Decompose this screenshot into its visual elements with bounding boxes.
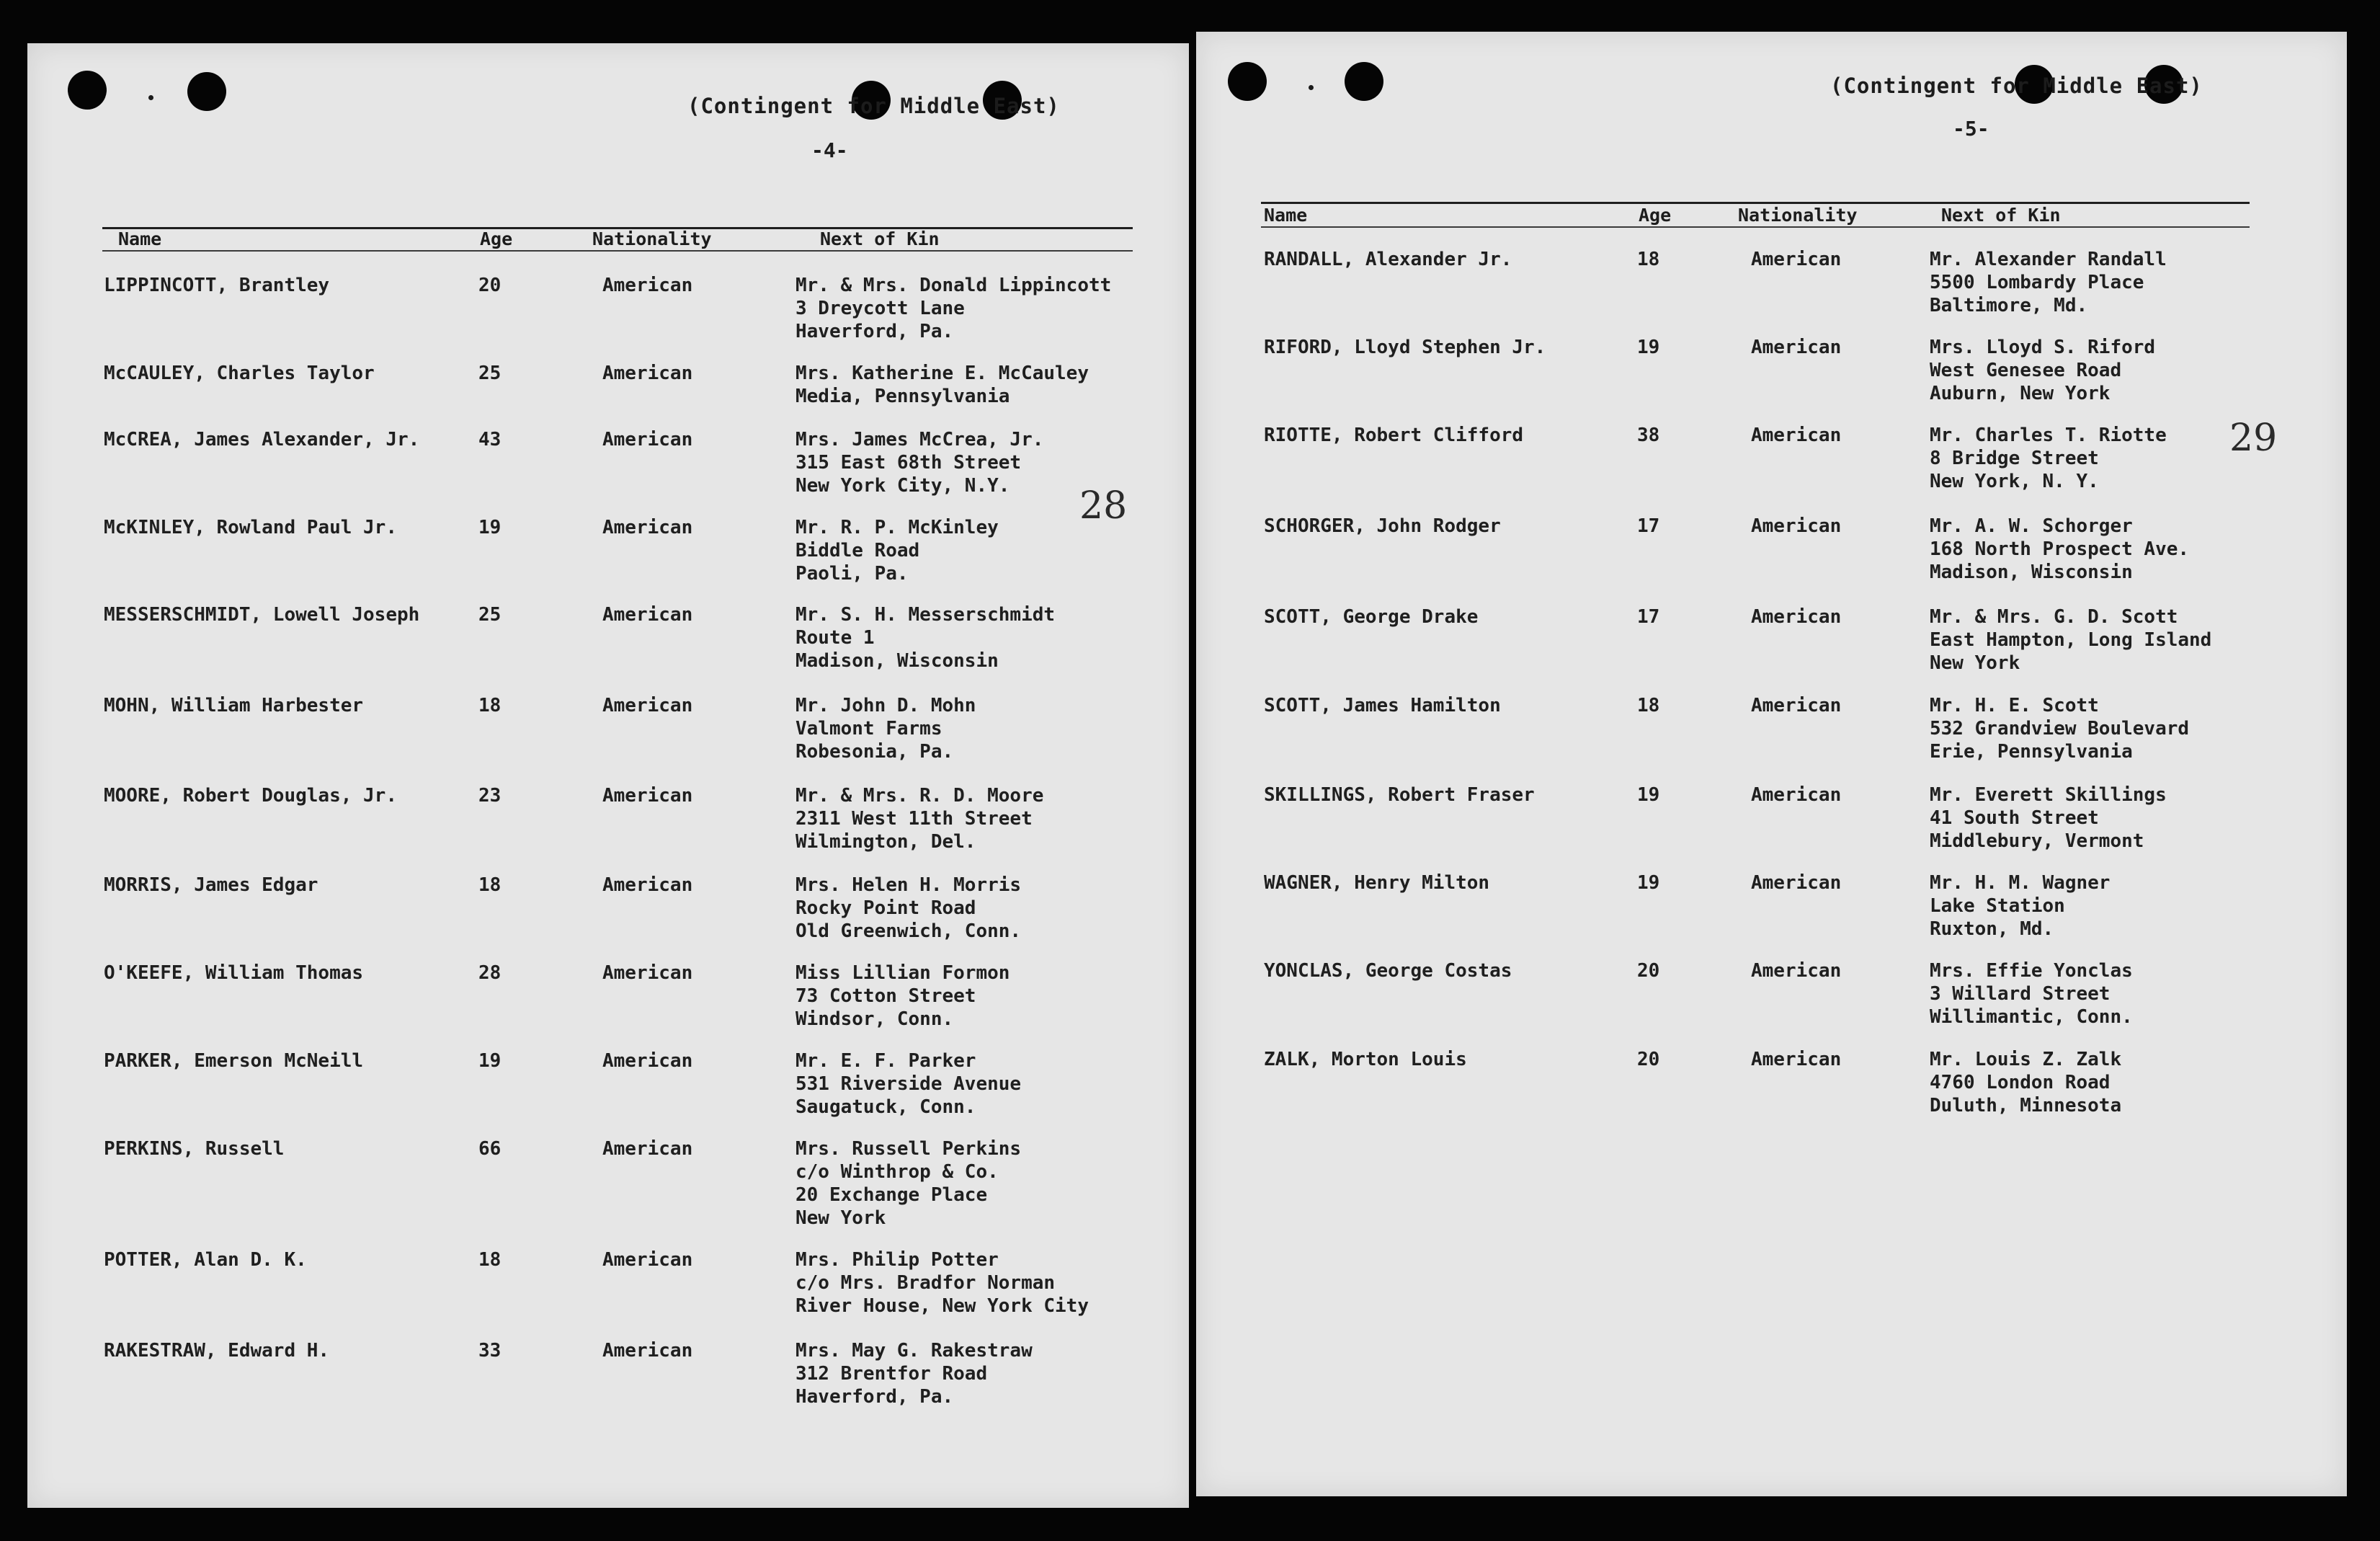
person-nationality: American (602, 517, 693, 538)
person-age: 18 (478, 1249, 502, 1271)
next-of-kin-line: Haverford, Pa. (795, 321, 954, 342)
page-number: -4- (811, 138, 848, 162)
person-name: ZALK, Morton Louis (1264, 1049, 1467, 1070)
person-nationality: American (602, 1340, 693, 1362)
column-header-name: Name (1264, 205, 1308, 226)
person-name: SCHORGER, John Rodger (1264, 515, 1501, 537)
paper-speck (1309, 85, 1314, 90)
next-of-kin-line: Mr. H. E. Scott (1930, 695, 2099, 716)
person-age: 23 (478, 785, 502, 807)
column-header-nationality: Nationality (592, 228, 712, 249)
column-header-nationality: Nationality (1738, 205, 1858, 226)
next-of-kin-line: East Hampton, Long Island (1930, 629, 2212, 651)
next-of-kin-line: New York (795, 1207, 886, 1229)
punch-hole (1228, 62, 1267, 101)
person-name: POTTER, Alan D. K. (104, 1249, 307, 1271)
next-of-kin-line: Ruxton, Md. (1930, 918, 2054, 940)
next-of-kin-line: Mrs. James McCrea, Jr. (795, 429, 1044, 450)
person-name: RANDALL, Alexander Jr. (1264, 249, 1512, 270)
header-rule-top (1261, 202, 2250, 204)
next-of-kin-line: Mr. Everett Skillings (1930, 784, 2167, 806)
next-of-kin-line: Mr. S. H. Messerschmidt (795, 604, 1056, 626)
next-of-kin-line: Mrs. Russell Perkins (795, 1138, 1022, 1160)
next-of-kin-line: Old Greenwich, Conn. (795, 920, 1022, 942)
person-nationality: American (602, 275, 693, 296)
person-name: YONCLAS, George Costas (1264, 960, 1512, 982)
next-of-kin-line: Erie, Pennsylvania (1930, 741, 2133, 763)
next-of-kin-line: New York, N. Y. (1930, 471, 2099, 492)
person-nationality: American (1751, 515, 1842, 537)
person-nationality: American (1751, 606, 1842, 628)
next-of-kin-line: River House, New York City (795, 1295, 1089, 1317)
next-of-kin-line: Mrs. Lloyd S. Riford (1930, 337, 2156, 358)
person-age: 19 (1637, 872, 1660, 894)
next-of-kin-line: Mrs. Helen H. Morris (795, 874, 1022, 896)
person-name: WAGNER, Henry Milton (1264, 872, 1490, 894)
person-age: 33 (478, 1340, 502, 1362)
next-of-kin-line: Media, Pennsylvania (795, 386, 1010, 407)
document-page-right (1196, 32, 2347, 1496)
person-nationality: American (602, 1249, 693, 1271)
next-of-kin-line: c/o Winthrop & Co. (795, 1161, 999, 1183)
person-name: SCOTT, James Hamilton (1264, 695, 1501, 716)
next-of-kin-line: c/o Mrs. Bradfor Norman (795, 1272, 1056, 1294)
next-of-kin-line: 5500 Lombardy Place (1930, 272, 2144, 293)
next-of-kin-line: Mrs. Effie Yonclas (1930, 960, 2133, 982)
next-of-kin-line: Rocky Point Road (795, 897, 976, 919)
handwritten-page-note: 29 (2229, 417, 2278, 460)
person-age: 18 (1637, 249, 1660, 270)
person-age: 25 (478, 604, 502, 626)
person-nationality: American (1751, 784, 1842, 806)
next-of-kin-line: Valmont Farms (795, 718, 942, 740)
next-of-kin-line: 168 North Prospect Ave. (1930, 538, 2190, 560)
person-nationality: American (602, 363, 693, 384)
person-nationality: American (602, 1050, 693, 1072)
person-name: McCAULEY, Charles Taylor (104, 363, 375, 384)
person-nationality: American (602, 695, 693, 716)
next-of-kin-line: 312 Brentfor Road (795, 1363, 988, 1385)
person-name: MOHN, William Harbester (104, 695, 364, 716)
next-of-kin-line: Mr. Louis Z. Zalk (1930, 1049, 2122, 1070)
next-of-kin-line: Mrs. Philip Potter (795, 1249, 999, 1271)
next-of-kin-line: Mrs. Katherine E. McCauley (795, 363, 1089, 384)
next-of-kin-line: 2311 West 11th Street (795, 808, 1033, 830)
person-nationality: American (1751, 337, 1842, 358)
person-nationality: American (1751, 695, 1842, 716)
person-age: 19 (1637, 784, 1660, 806)
next-of-kin-line: Auburn, New York (1930, 383, 2111, 404)
column-header-next-of-kin: Next of Kin (1941, 205, 2061, 226)
person-age: 19 (478, 517, 502, 538)
person-age: 19 (478, 1050, 502, 1072)
page-number: -5- (1953, 117, 1989, 141)
person-nationality: American (1751, 425, 1842, 446)
header-rule-bottom (1261, 226, 2250, 228)
handwritten-page-note: 28 (1079, 484, 1128, 528)
person-name: LIPPINCOTT, Brantley (104, 275, 330, 296)
page-heading: (Contingent for Middle East) (1830, 74, 2203, 98)
person-name: MESSERSCHMIDT, Lowell Joseph (104, 604, 420, 626)
person-name: MOORE, Robert Douglas, Jr. (104, 785, 397, 807)
person-age: 18 (1637, 695, 1660, 716)
next-of-kin-line: Mrs. May G. Rakestraw (795, 1340, 1033, 1362)
person-age: 66 (478, 1138, 502, 1160)
person-age: 19 (1637, 337, 1660, 358)
next-of-kin-line: Mr. & Mrs. Donald Lippincott (795, 275, 1112, 296)
next-of-kin-line: Mr. & Mrs. R. D. Moore (795, 785, 1044, 807)
document-page-left (27, 43, 1189, 1508)
next-of-kin-line: Willimantic, Conn. (1930, 1006, 2133, 1028)
person-age: 38 (1637, 425, 1660, 446)
next-of-kin-line: New York (1930, 652, 2020, 674)
next-of-kin-line: Robesonia, Pa. (795, 741, 954, 763)
person-nationality: American (602, 429, 693, 450)
next-of-kin-line: Duluth, Minnesota (1930, 1095, 2122, 1116)
next-of-kin-line: Haverford, Pa. (795, 1386, 954, 1408)
punch-hole (1345, 62, 1383, 101)
next-of-kin-line: New York City, N.Y. (795, 475, 1010, 497)
next-of-kin-line: Lake Station (1930, 895, 2065, 917)
next-of-kin-line: Mr. R. P. McKinley (795, 517, 999, 538)
person-name: MORRIS, James Edgar (104, 874, 318, 896)
next-of-kin-line: Route 1 (795, 627, 875, 649)
person-nationality: American (602, 874, 693, 896)
person-age: 18 (478, 695, 502, 716)
next-of-kin-line: Mr. Alexander Randall (1930, 249, 2167, 270)
next-of-kin-line: Madison, Wisconsin (795, 650, 999, 672)
person-nationality: American (602, 604, 693, 626)
punch-hole (68, 71, 107, 110)
next-of-kin-line: 20 Exchange Place (795, 1184, 988, 1206)
person-nationality: American (602, 785, 693, 807)
paper-speck (148, 95, 153, 100)
next-of-kin-line: Middlebury, Vermont (1930, 830, 2144, 852)
person-age: 18 (478, 874, 502, 896)
person-age: 17 (1637, 515, 1660, 537)
person-nationality: American (1751, 960, 1842, 982)
next-of-kin-line: 315 East 68th Street (795, 452, 1022, 474)
person-nationality: American (602, 1138, 693, 1160)
person-name: RAKESTRAW, Edward H. (104, 1340, 330, 1362)
next-of-kin-line: Paoli, Pa. (795, 563, 909, 585)
person-age: 28 (478, 962, 502, 984)
next-of-kin-line: Mr. E. F. Parker (795, 1050, 976, 1072)
person-age: 17 (1637, 606, 1660, 628)
person-name: SKILLINGS, Robert Fraser (1264, 784, 1535, 806)
next-of-kin-line: 532 Grandview Boulevard (1930, 718, 2190, 740)
next-of-kin-line: Madison, Wisconsin (1930, 561, 2133, 583)
next-of-kin-line: Biddle Road (795, 540, 920, 561)
next-of-kin-line: Baltimore, Md. (1930, 295, 2088, 316)
column-header-age: Age (1639, 205, 1672, 226)
person-name: PERKINS, Russell (104, 1138, 285, 1160)
person-nationality: American (1751, 1049, 1842, 1070)
next-of-kin-line: Windsor, Conn. (795, 1008, 954, 1030)
person-nationality: American (1751, 249, 1842, 270)
column-header-next-of-kin: Next of Kin (820, 228, 940, 249)
next-of-kin-line: 4760 London Road (1930, 1072, 2111, 1093)
column-header-name: Name (118, 228, 162, 249)
person-name: SCOTT, George Drake (1264, 606, 1479, 628)
person-nationality: American (1751, 872, 1842, 894)
person-name: O'KEEFE, William Thomas (104, 962, 364, 984)
next-of-kin-line: 3 Dreycott Lane (795, 298, 965, 319)
next-of-kin-line: Mr. H. M. Wagner (1930, 872, 2111, 894)
next-of-kin-line: 531 Riverside Avenue (795, 1073, 1022, 1095)
person-name: RIOTTE, Robert Clifford (1264, 425, 1524, 446)
person-age: 25 (478, 363, 502, 384)
person-name: PARKER, Emerson McNeill (104, 1050, 364, 1072)
person-age: 20 (1637, 1049, 1660, 1070)
next-of-kin-line: 8 Bridge Street (1930, 448, 2099, 469)
person-name: RIFORD, Lloyd Stephen Jr. (1264, 337, 1546, 358)
header-rule-bottom (102, 250, 1133, 252)
next-of-kin-line: 73 Cotton Street (795, 985, 976, 1007)
punch-hole (187, 72, 226, 111)
next-of-kin-line: Mr. & Mrs. G. D. Scott (1930, 606, 2178, 628)
next-of-kin-line: 41 South Street (1930, 807, 2099, 829)
column-header-age: Age (480, 228, 513, 249)
person-name: McCREA, James Alexander, Jr. (104, 429, 420, 450)
next-of-kin-line: Wilmington, Del. (795, 831, 976, 853)
next-of-kin-line: West Genesee Road (1930, 360, 2122, 381)
page-heading: (Contingent for Middle East) (687, 94, 1060, 118)
person-age: 20 (1637, 960, 1660, 982)
next-of-kin-line: 3 Willard Street (1930, 983, 2111, 1005)
next-of-kin-line: Mr. Charles T. Riotte (1930, 425, 2167, 446)
person-age: 20 (478, 275, 502, 296)
next-of-kin-line: Mr. A. W. Schorger (1930, 515, 2133, 537)
next-of-kin-line: Miss Lillian Formon (795, 962, 1010, 984)
person-nationality: American (602, 962, 693, 984)
next-of-kin-line: Mr. John D. Mohn (795, 695, 976, 716)
person-age: 43 (478, 429, 502, 450)
next-of-kin-line: Saugatuck, Conn. (795, 1096, 976, 1118)
person-name: McKINLEY, Rowland Paul Jr. (104, 517, 397, 538)
